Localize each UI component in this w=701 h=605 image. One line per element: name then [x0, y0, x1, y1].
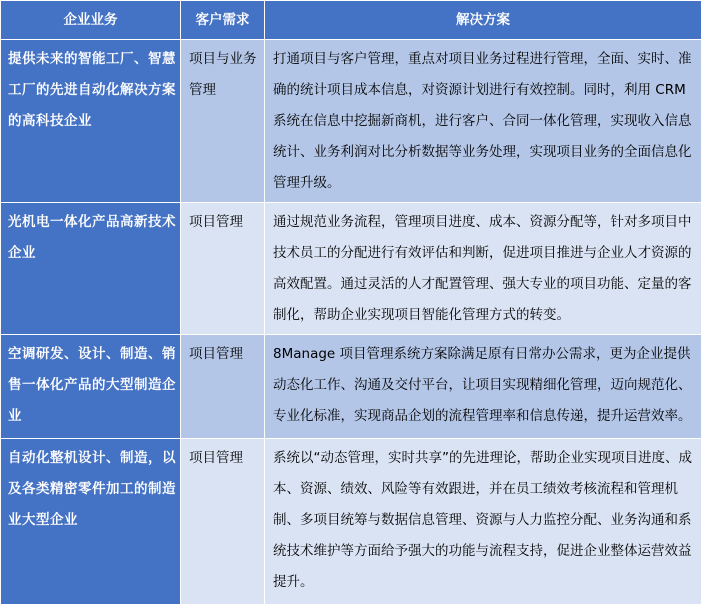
solution-cell: 8Manage 项目管理系统方案除满足原有日常办公需求，更为企业提供动态化工作、沟通及交付平台，让项目实现精细化管理，迈向规范化、专业化标准，实现商品企划的流程管理率和信息传递，提升运营效率。 [265, 335, 701, 439]
need-cell: 项目与业务管理 [181, 40, 265, 203]
header-need: 客户需求 [181, 1, 265, 40]
header-solution: 解决方案 [265, 1, 701, 40]
header-business: 企业业务 [1, 1, 181, 40]
business-cell: 自动化整机设计、制造，以及各类精密零件加工的制造业大型企业 [1, 439, 181, 605]
business-cell: 提供未来的智能工厂、智慧工厂的先进自动化解决方案的高科技企业 [1, 40, 181, 203]
need-cell: 项目管理 [181, 335, 265, 439]
need-cell: 项目管理 [181, 439, 265, 605]
need-cell: 项目管理 [181, 203, 265, 335]
business-cell: 光机电一体化产品高新技术企业 [1, 203, 181, 335]
table-row [1, 335, 701, 439]
table-row [1, 203, 701, 335]
table-row [1, 439, 701, 605]
solution-cell: 打通项目与客户管理，重点对项目业务过程进行管理，全面、实时、准确的统计项目成本信息，对资源计划进行有效控制。同时，利用 CRM 系统在信息中挖掘新商机，进行客户、合同一体化管理，实现收入信息统计、业务利润对比分析数据等业务处理，实现项目业务的全面信息化管理升级。 [265, 40, 701, 203]
header-row [1, 1, 701, 40]
solution-cell: 系统以“动态管理，实时共享”的先进理论，帮助企业实现项目进度、成本、资源、绩效、风险等有效跟进，并在员工绩效考核流程和管理机制、多项目统筹与数据信息管理、资源与人力监控分配、业务沟通和系统技术维护等方面给予强大的功能与流程支持，促进企业整体运营效益提升。 [265, 439, 701, 605]
business-cell: 空调研发、设计、制造、销售一体化产品的大型制造企业 [1, 335, 181, 439]
table-row [1, 40, 701, 203]
solution-cell: 通过规范业务流程，管理项目进度、成本、资源分配等，针对多项目中技术员工的分配进行有效评估和判断，促进项目推进与企业人才资源的高效配置。通过灵活的人才配置管理、强大专业的项目功能、定量的客制化，帮助企业实现项目智能化管理方式的转变。 [265, 203, 701, 335]
